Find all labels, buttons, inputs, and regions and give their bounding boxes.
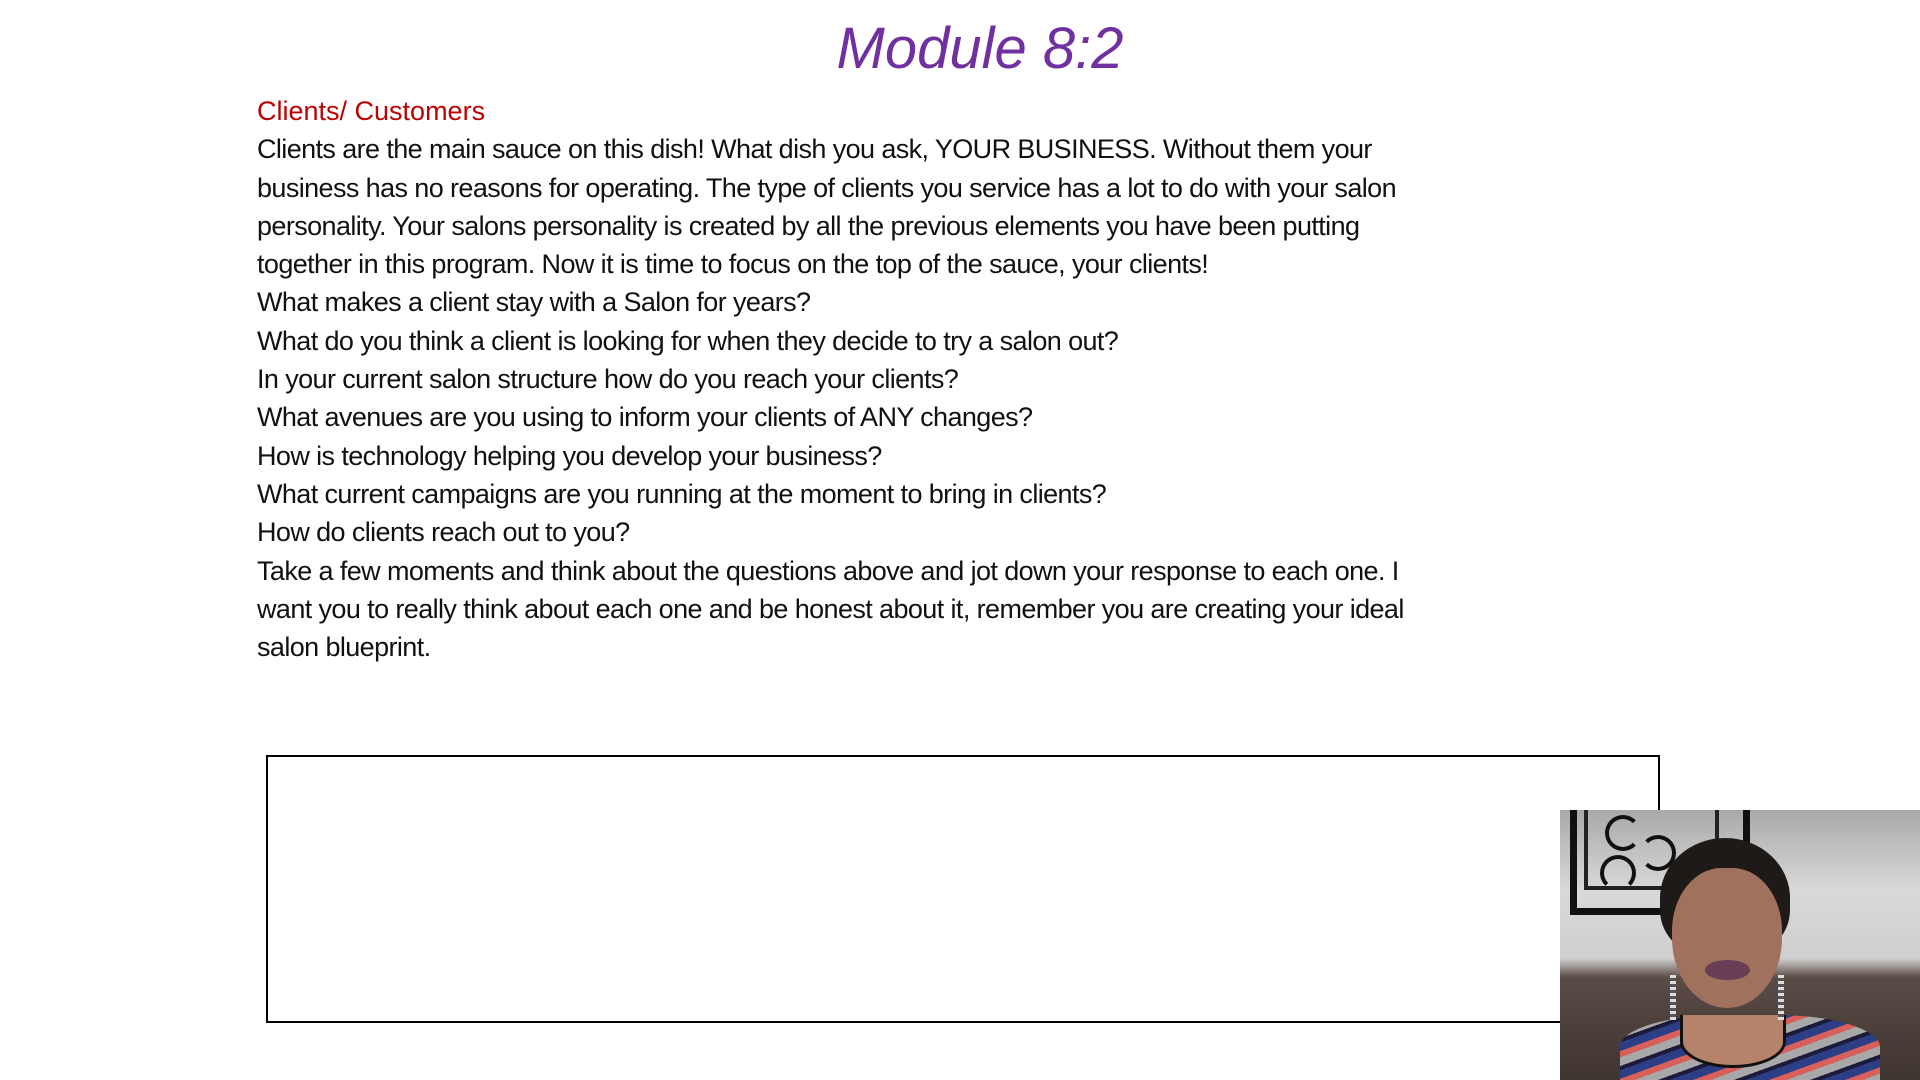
wall-art-swirl-icon xyxy=(1600,855,1636,891)
presenter-neck xyxy=(1680,1015,1786,1068)
body-line: Clients are the main sauce on this dish! What dish you ask, YOUR BUSINESS. Without them your xyxy=(257,134,1372,165)
presenter-webcam-video xyxy=(1560,810,1920,1080)
question-line: How do clients reach out to you? xyxy=(257,517,630,548)
wall-art-swirl-icon xyxy=(1605,815,1641,851)
question-line: What avenues are you using to inform your clients of ANY changes? xyxy=(257,402,1033,433)
slide-content xyxy=(257,92,1657,666)
section-heading: Clients/ Customers xyxy=(257,96,486,126)
instruction-line: want you to really think about each one and be honest about it, remember you are creating your ideal xyxy=(257,593,1404,624)
body-line: business has no reasons for operating. The type of clients you service has a lot to do with your salon xyxy=(257,172,1396,203)
question-line: How is technology helping you develop your business? xyxy=(257,440,882,471)
question-line: What makes a client stay with a Salon for years? xyxy=(257,287,811,318)
instruction-line: Take a few moments and think about the questions above and jot down your response to each one. I xyxy=(257,555,1399,586)
question-line: What current campaigns are you running at the moment to bring in clients? xyxy=(257,478,1107,509)
earring-icon xyxy=(1778,975,1784,1020)
body-line: personality. Your salons personality is created by all the previous elements you have been putting xyxy=(257,210,1360,241)
presenter-lips xyxy=(1705,960,1750,980)
instruction-line: salon blueprint. xyxy=(257,632,431,663)
earring-icon xyxy=(1670,975,1676,1020)
question-line: What do you think a client is looking for when they decide to try a salon out? xyxy=(257,325,1119,356)
response-text-box[interactable] xyxy=(266,755,1660,1023)
question-line: In your current salon structure how do you reach your clients? xyxy=(257,364,959,395)
body-line: together in this program. Now it is time to focus on the top of the sauce, your clients! xyxy=(257,249,1209,280)
slide-title: Module 8:2 xyxy=(836,16,1124,81)
presenter-face xyxy=(1672,868,1782,1008)
